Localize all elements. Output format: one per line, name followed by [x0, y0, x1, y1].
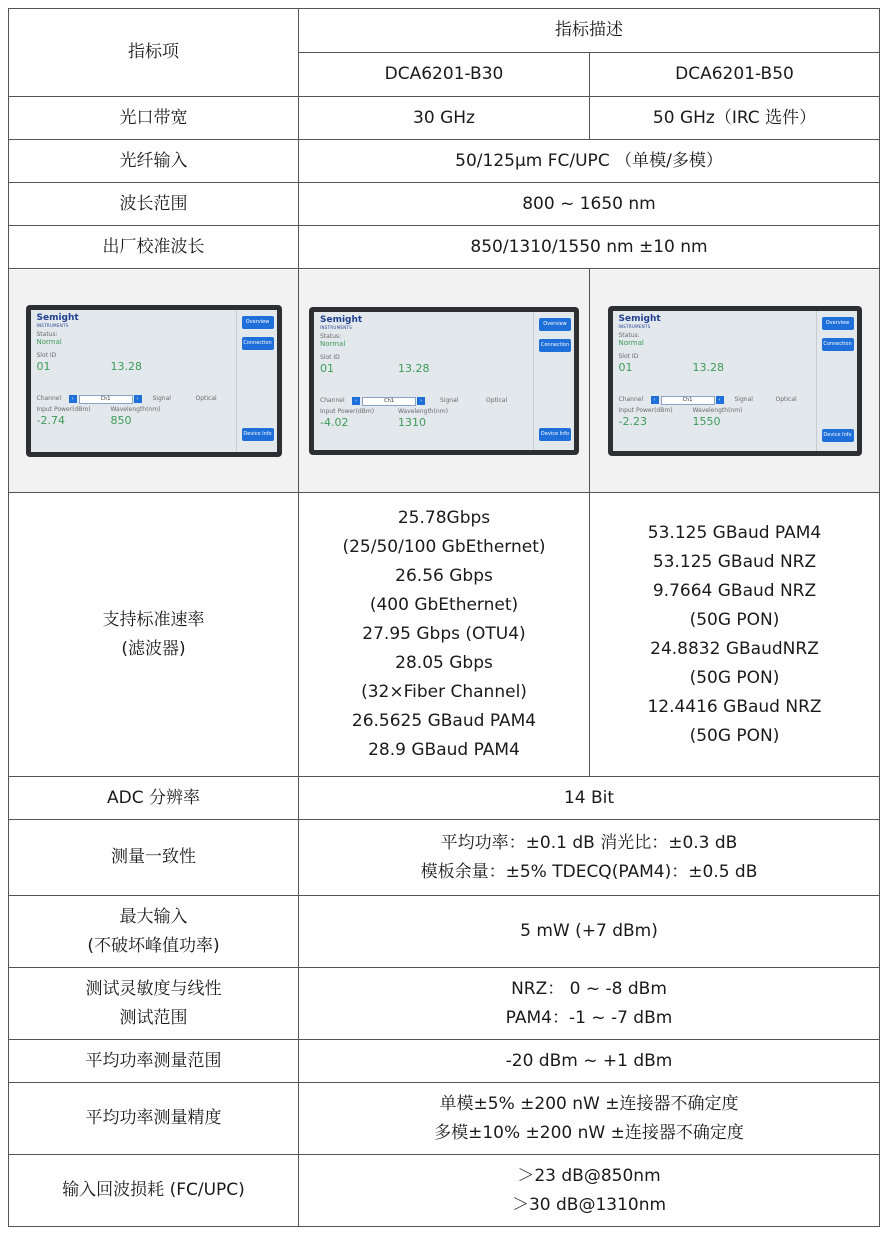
power-label: Input Power(dBm) — [618, 406, 673, 414]
rate-line: (400 GbEthernet) — [369, 595, 519, 615]
row-wavelength-range — [9, 183, 880, 226]
row-consistency — [9, 820, 880, 896]
slot-value: 01 — [618, 360, 633, 374]
rate-line: 26.56 Gbps — [395, 566, 493, 586]
signal-label: Signal — [152, 394, 171, 402]
avg-power-accuracy-label: 平均功率测量精度 — [9, 1083, 299, 1155]
device-bezel — [309, 307, 579, 455]
screen-logo-sub: INSTRUMENTS — [618, 323, 651, 329]
fiber-input-value: 50/125μm FC/UPC （单模/多模） — [299, 140, 880, 183]
return-loss-value — [299, 1155, 880, 1227]
consistency-label: 测量一致性 — [9, 820, 299, 896]
optical-label: Optical — [775, 395, 797, 403]
rates-label-line: 支持标准速率 — [102, 609, 205, 630]
device-screen — [613, 311, 857, 451]
overview-button[interactable]: Overview — [539, 318, 571, 331]
row-fiber-input — [9, 140, 880, 183]
wavelength-label: Wavelength(nm) — [398, 407, 448, 415]
header-model-b30: DCA6201-B30 — [299, 53, 590, 97]
wavelength-label: Wavelength(nm) — [692, 406, 743, 414]
bandwidth-b30: 30 GHz — [299, 97, 590, 140]
row-max-input — [9, 896, 880, 968]
factory-calib-value: 850/1310/1550 nm ±10 nm — [299, 226, 880, 269]
signal-label: Signal — [440, 396, 459, 404]
slot-reading: 13.28 — [110, 359, 142, 373]
rates-b30 — [299, 493, 590, 777]
power-value: -2.74 — [36, 413, 65, 427]
slot-label: Slot ID — [618, 352, 639, 360]
channel-next-icon[interactable]: › — [417, 397, 425, 405]
signal-label: Signal — [734, 395, 753, 403]
rate-line: 53.125 GBaud PAM4 — [647, 522, 822, 543]
fiber-input-label: 光纤输入 — [9, 140, 299, 183]
adc-value: 14 Bit — [299, 777, 880, 820]
power-value: -2.23 — [618, 414, 647, 428]
row-bandwidth — [9, 97, 880, 140]
max-input-label-line: (不破坏峰值功率) — [87, 935, 220, 956]
sensitivity-label — [9, 968, 299, 1040]
rate-line: 53.125 GBaud NRZ — [652, 551, 817, 572]
consistency-value — [299, 820, 880, 896]
channel-label: Channel — [320, 396, 345, 404]
optical-label: Optical — [486, 396, 508, 404]
device-photo-cell — [299, 269, 590, 493]
rate-line: 25.78Gbps — [397, 508, 491, 528]
bandwidth-b50: 50 GHz（IRC 选件） — [590, 97, 880, 140]
device-photo-cell — [9, 269, 299, 493]
avg-power-range-label: 平均功率测量范围 — [9, 1040, 299, 1083]
connection-button[interactable]: Connection — [242, 337, 274, 350]
row-sensitivity — [9, 968, 880, 1040]
rate-line: (32×Fiber Channel) — [361, 682, 527, 702]
slot-reading: 13.28 — [692, 360, 724, 374]
sensitivity-line: PAM4：-1 ~ -7 dBm — [505, 1007, 673, 1028]
rate-line: 28.05 Gbps — [395, 653, 493, 673]
optical-label: Optical — [195, 394, 217, 402]
channel-next-icon[interactable]: › — [716, 396, 724, 404]
status-value: Normal — [320, 339, 346, 348]
rate-line: 27.95 Gbps (OTU4) — [362, 624, 526, 644]
status-value: Normal — [618, 338, 644, 347]
connection-button[interactable]: Connection — [822, 338, 854, 351]
device-bezel — [26, 305, 282, 457]
power-label: Input Power(dBm) — [320, 407, 375, 415]
screen-logo-sub: INSTRUMENTS — [320, 324, 353, 330]
row-factory-calibration — [9, 226, 880, 269]
screen-logo: Semight — [36, 312, 79, 323]
slot-reading: 13.28 — [398, 361, 430, 375]
wavelength-range-label: 波长范围 — [9, 183, 299, 226]
rate-line: (25/50/100 GbEthernet) — [342, 537, 546, 557]
return-loss-line: ＞30 dB@1310nm — [511, 1194, 667, 1215]
screen-logo: Semight — [618, 313, 661, 324]
wavelength-range-value: 800 ~ 1650 nm — [299, 183, 880, 226]
rates-label-line: (滤波器) — [121, 638, 186, 659]
screen-logo: Semight — [320, 314, 363, 325]
row-supported-rates — [9, 493, 880, 777]
factory-calib-label: 出厂校准波长 — [9, 226, 299, 269]
sensitivity-line: NRZ： 0 ~ -8 dBm — [511, 978, 667, 999]
rate-line: 9.7664 GBaud NRZ — [652, 580, 817, 601]
screen-logo-sub: INSTRUMENTS — [36, 322, 69, 328]
wavelength-value: 850 — [110, 413, 132, 427]
status-label: Status: — [36, 330, 58, 338]
device-photo-cell — [590, 269, 880, 493]
row-return-loss — [9, 1155, 880, 1227]
rate-line: (50G PON) — [689, 725, 780, 746]
wavelength-value: 1550 — [692, 414, 721, 428]
channel-prev-icon[interactable]: ‹ — [69, 395, 77, 403]
status-value: Normal — [36, 337, 62, 346]
avg-power-range-value: -20 dBm ~ +1 dBm — [299, 1040, 880, 1083]
overview-button[interactable]: Overview — [242, 316, 274, 329]
device-photo — [299, 270, 589, 492]
header-indicator-desc: 指标描述 — [299, 9, 880, 53]
wavelength-label: Wavelength(nm) — [110, 405, 161, 413]
consistency-line: 模板余量：±5% TDECQ(PAM4)：±0.5 dB — [420, 861, 758, 882]
sensitivity-label-line: 测试范围 — [119, 1007, 188, 1028]
channel-prev-icon[interactable]: ‹ — [352, 397, 360, 405]
rate-line: 28.9 GBaud PAM4 — [368, 740, 520, 760]
power-label: Input Power(dBm) — [36, 405, 91, 413]
rate-line: (50G PON) — [689, 609, 780, 630]
slot-label: Slot ID — [320, 353, 340, 361]
device-photo — [590, 270, 879, 492]
header-indicator-item: 指标项 — [9, 9, 299, 97]
row-adc — [9, 777, 880, 820]
max-input-value: 5 mW (+7 dBm) — [299, 896, 880, 968]
spec-table — [8, 8, 880, 1227]
channel-label: Channel — [618, 395, 644, 403]
row-avg-power-accuracy — [9, 1083, 880, 1155]
avg-power-accuracy-line: 多模±10% ±200 nW ±连接器不确定度 — [434, 1122, 744, 1143]
rate-line: 12.4416 GBaud NRZ — [647, 696, 822, 717]
channel-label: Channel — [36, 394, 62, 402]
max-input-label-line: 最大输入 — [119, 906, 188, 927]
bandwidth-label: 光口带宽 — [9, 97, 299, 140]
sensitivity-value — [299, 968, 880, 1040]
row-avg-power-range — [9, 1040, 880, 1083]
return-loss-label: 输入回波损耗 (FC/UPC) — [9, 1155, 299, 1227]
adc-label: ADC 分辨率 — [9, 777, 299, 820]
channel-prev-icon[interactable]: ‹ — [651, 396, 659, 404]
device-screen — [31, 310, 277, 452]
channel-select[interactable]: Ch1 — [362, 397, 416, 406]
status-label: Status: — [618, 331, 640, 339]
rates-b50 — [590, 493, 880, 777]
overview-button[interactable]: Overview — [822, 317, 854, 330]
device-bezel — [608, 306, 862, 456]
device-info-button[interactable]: Device Info — [539, 428, 571, 441]
rate-line: (50G PON) — [689, 667, 780, 688]
wavelength-value: 1310 — [398, 415, 426, 429]
screen-divider — [816, 311, 817, 451]
header-model-b50: DCA6201-B50 — [590, 53, 880, 97]
row-device-photos — [9, 269, 880, 493]
slot-label: Slot ID — [36, 351, 57, 359]
device-photo — [9, 270, 298, 492]
consistency-line: 平均功率：±0.1 dB 消光比：±0.3 dB — [440, 832, 738, 853]
screen-divider — [533, 312, 534, 450]
device-screen — [314, 312, 574, 450]
avg-power-accuracy-value — [299, 1083, 880, 1155]
channel-select[interactable]: Ch1 — [79, 395, 133, 404]
slot-value: 01 — [320, 361, 334, 375]
channel-select[interactable]: Ch1 — [661, 396, 715, 405]
device-info-button[interactable]: Device Info — [242, 428, 274, 441]
slot-value: 01 — [36, 359, 51, 373]
power-value: -4.02 — [320, 415, 349, 429]
rate-line: 26.5625 GBaud PAM4 — [351, 711, 537, 731]
max-input-label — [9, 896, 299, 968]
rates-label — [9, 493, 299, 777]
device-info-button[interactable]: Device Info — [822, 429, 854, 442]
return-loss-line: ＞23 dB@850nm — [517, 1165, 661, 1186]
sensitivity-label-line: 测试灵敏度与线性 — [85, 978, 222, 999]
channel-next-icon[interactable]: › — [134, 395, 142, 403]
avg-power-accuracy-line: 单模±5% ±200 nW ±连接器不确定度 — [439, 1093, 739, 1114]
status-label: Status: — [320, 332, 342, 340]
connection-button[interactable]: Connection — [539, 339, 571, 352]
rate-line: 24.8832 GBaudNRZ — [650, 638, 819, 659]
screen-divider — [236, 310, 237, 452]
